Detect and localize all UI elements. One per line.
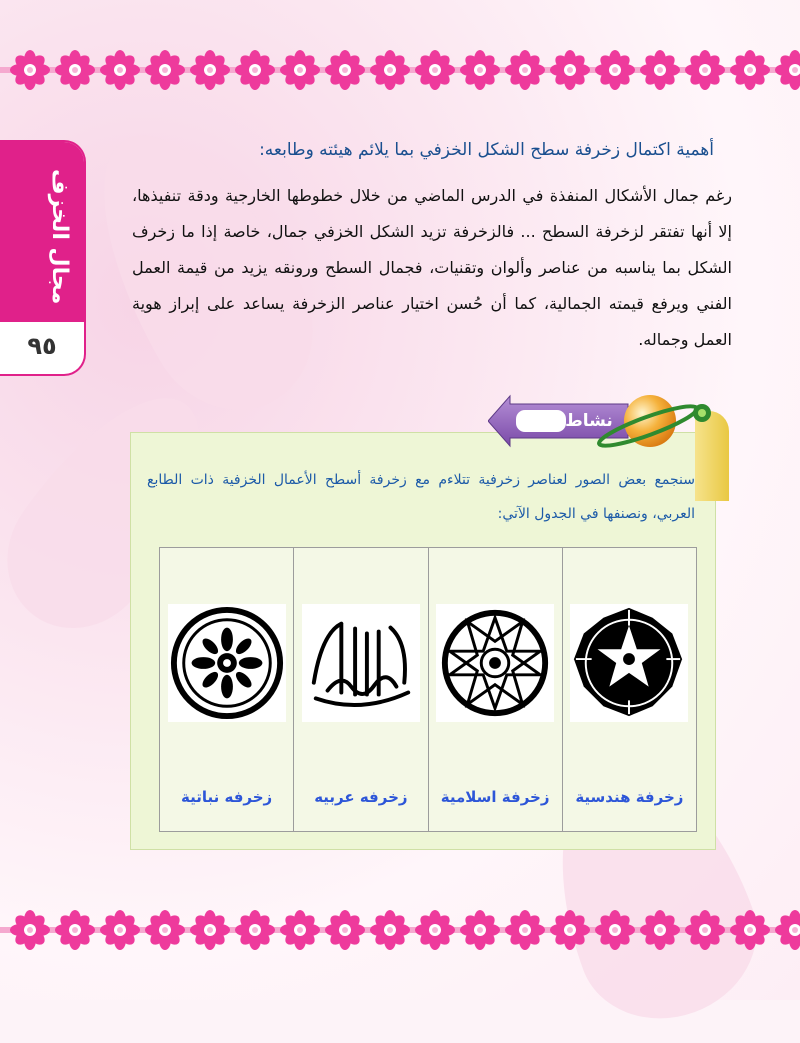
table-cell-islamic bbox=[428, 548, 562, 832]
page-number: ٩٥ bbox=[27, 332, 57, 360]
cell-label-floral: زخرفه نباتية bbox=[181, 788, 273, 806]
arabic-calligraphy-icon bbox=[302, 604, 420, 722]
cell-label-arabic: زخرفه عربيه bbox=[314, 788, 408, 806]
table-cell-arabic bbox=[294, 548, 428, 832]
chapter-tab bbox=[0, 140, 86, 376]
islamic-ornament-icon bbox=[436, 604, 554, 722]
chapter-title: مجال الخزف bbox=[47, 169, 72, 305]
geometric-ornament-icon bbox=[570, 604, 688, 722]
cell-label-islamic: زخرفة اسلامية bbox=[440, 788, 550, 806]
body-paragraph: رغم جمال الأشكال المنفذة في الدرس الماضي من خلال خطوطها الخارجية ودقة تنفيذها، إلا أنها تفتقر لزخرفة السطح ... فالزخرفة تزيد الشكل الخزفي جمال، خاصة إذا ما زخرف الشكل بما يناسبه من عناصر وألوان وتقنيات، فجمال السطح ورونقه يزيد من قيمة العمل الفني ويرفع قيمته الجمالية، كما أن حُسن اختيار عناصر الزخرفة يساعد على إبراز هوية العمل وجماله. bbox=[132, 186, 732, 349]
table-cell-geometric bbox=[562, 548, 696, 832]
bottom-flower-border bbox=[0, 908, 800, 952]
cell-label-geometric: زخرفة هندسية bbox=[575, 788, 684, 806]
ornament-table bbox=[159, 547, 697, 832]
section-heading: أهمية اكتمال زخرفة سطح الشكل الخزفي بما يلائم هيئته وطابعه: bbox=[259, 140, 714, 160]
activity-instruction: سنجمع بعض الصور لعناصر زخرفية تتلاءم مع زخرفة أسطح الأعمال الخزفية ذات الطابع العربي، ونصنفها في الجدول الآتي: bbox=[147, 472, 695, 522]
floral-ornament-icon bbox=[168, 604, 286, 722]
activity-badge-label: نشاط (٢) bbox=[533, 411, 613, 431]
activity-panel bbox=[130, 432, 716, 850]
top-flower-border bbox=[0, 48, 800, 92]
table-cell-floral bbox=[160, 548, 294, 832]
activity-badge bbox=[488, 390, 720, 452]
